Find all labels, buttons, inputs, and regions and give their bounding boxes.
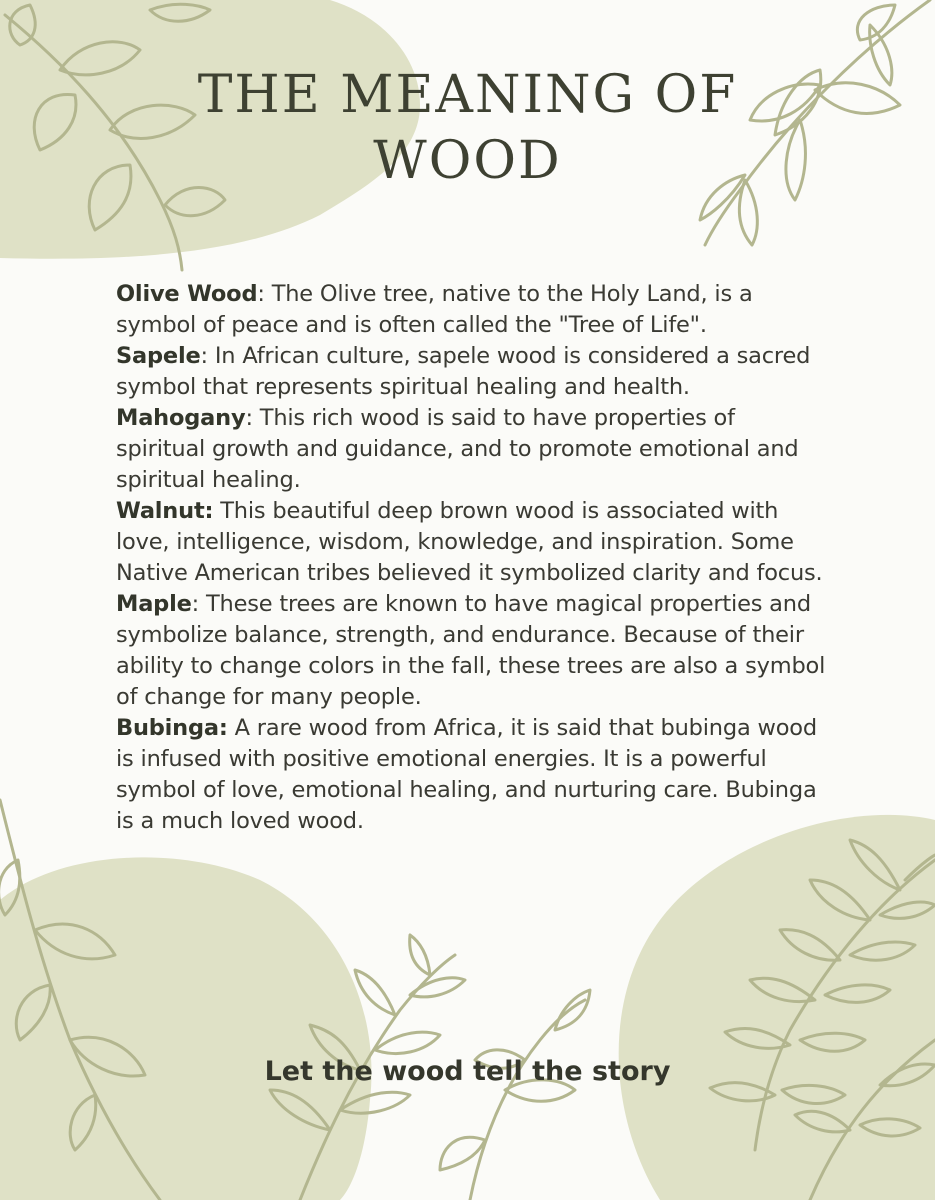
entry-mahogany — [116, 403, 826, 496]
entry-name: Sapele — [116, 343, 201, 369]
entry-text: This beautiful deep brown wood is associated with love, intelligence, wisdom, knowledge, and inspiration. Some Native American tribes believed it symbolized clarity and focus. — [116, 498, 823, 586]
entry-text: In African culture, sapele wood is considered a sacred symbol that represents spiritual healing and health. — [116, 343, 811, 400]
entry-text: These trees are known to have magical properties and symbolize balance, strength, and endurance. Because of their ability to change colors in the fall, these trees are also a symbol of change for many people. — [116, 591, 826, 710]
fern-leaf — [375, 1032, 440, 1053]
entry-separator: : — [200, 343, 208, 369]
entry-name: Mahogany — [116, 405, 246, 431]
entry-olive-wood — [116, 279, 826, 341]
entry-name: Olive Wood — [116, 281, 258, 307]
bottom-left-blob — [0, 857, 372, 1200]
entry-separator: : — [245, 405, 253, 431]
entry-name: Bubinga: — [116, 715, 228, 741]
wood-meanings-list — [116, 279, 826, 837]
entry-name: Maple — [116, 591, 192, 617]
top-right-leaf — [857, 5, 895, 40]
entry-sapele — [116, 341, 826, 403]
title-line: THE MEANING OF — [197, 65, 738, 125]
title-line: WOOD — [373, 131, 562, 191]
entry-bubinga — [116, 713, 826, 837]
entry-separator: : — [191, 591, 200, 617]
stem-leaf — [555, 990, 590, 1030]
entry-text: The Olive tree, native to the Holy Land, is a symbol of peace and is often called the "Tree of Life". — [116, 281, 753, 338]
fern-leaf — [410, 978, 465, 997]
bottom-right-blob — [619, 815, 935, 1200]
entry-separator: : — [257, 281, 265, 307]
entry-text: This rich wood is said to have properties of spiritual growth and guidance, and to promote emotional and spiritual healing. — [116, 405, 799, 493]
tagline: Let the wood tell the story — [264, 1056, 671, 1087]
page-title — [0, 62, 935, 194]
entry-text: A rare wood from Africa, it is said that bubinga wood is infused with positive emotional energies. It is a powerful symbol of love, emotional healing, and nurturing care. Bubinga is a much loved wood. — [116, 715, 817, 834]
entry-maple — [116, 589, 826, 713]
entry-name: Walnut: — [116, 498, 214, 524]
fern-leaf — [410, 935, 430, 975]
entry-walnut — [116, 496, 826, 589]
